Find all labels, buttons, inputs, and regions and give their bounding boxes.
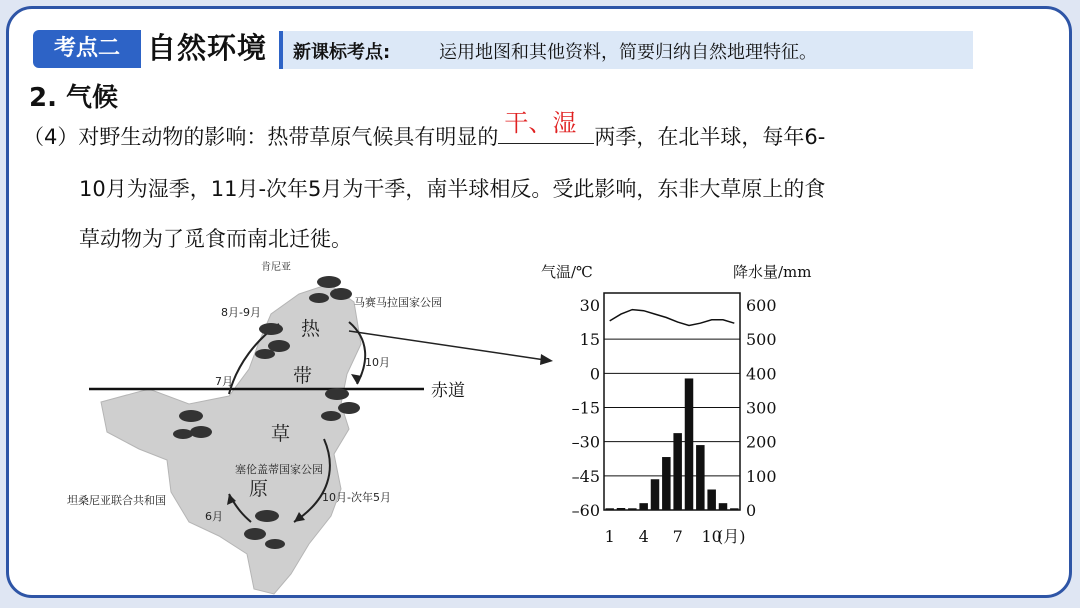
precipitation-tick-label: 300 [746, 398, 777, 418]
grid-lines [604, 339, 740, 476]
precipitation-tick-label: 200 [746, 432, 777, 452]
temperature-ticks [572, 296, 600, 520]
precipitation-bar [662, 457, 671, 510]
temperature-tick-label: 15 [579, 330, 600, 350]
temperature-line [610, 310, 735, 326]
temperature-tick-label: –30 [571, 432, 600, 452]
paragraph-line-2: 10月为湿季，11月-次年5月为干季，南半球相反。受此影响，东非大草原上的食 [79, 177, 826, 201]
topic-tag [33, 30, 141, 68]
label-cao: 草 [271, 423, 291, 445]
label-dai: 带 [293, 365, 313, 387]
temperature-tick-label: –15 [571, 398, 600, 418]
label-yuan: 原 [249, 478, 269, 500]
curriculum-standard-box [279, 31, 973, 69]
month-tick-label: 1 [604, 527, 615, 546]
topic-tag-label: 考点二 [53, 36, 120, 61]
label-jun: 6月 [205, 510, 223, 523]
precipitation-bar [707, 490, 716, 511]
precipitation-bars [605, 378, 738, 510]
label-kenya: 肯尼亚 [261, 262, 291, 273]
precipitation-tick-label: 0 [746, 501, 757, 520]
precipitation-ticks [746, 296, 777, 520]
precipitation-bar [651, 479, 660, 510]
right-axis-label: 降水量/mm [733, 263, 812, 281]
climate-chart [529, 253, 859, 558]
savanna-region [101, 284, 361, 594]
answer-text: 干、湿 [504, 109, 577, 137]
migration-map [67, 254, 479, 599]
month-tick-label: 7 [672, 527, 683, 546]
answer-blank [498, 109, 594, 144]
left-axis-label: 气温/℃ [541, 263, 593, 281]
label-jul: 7月 [215, 375, 233, 388]
precipitation-bar [696, 445, 705, 510]
precipitation-bar [685, 378, 694, 510]
topic-title: 自然环境 [147, 31, 268, 65]
paragraph-line-1 [23, 109, 826, 151]
precipitation-bar [605, 508, 614, 510]
label-aug-sep: 8月-9月 [221, 306, 261, 319]
precipitation-bar [730, 508, 739, 510]
section-title: 2. 气候 [29, 83, 119, 113]
temperature-tick-label: 30 [579, 296, 600, 315]
month-ticks [605, 527, 722, 546]
paragraph-suffix: 两季，在北半球，每年6- [594, 125, 826, 149]
x-unit: (月) [717, 527, 746, 546]
label-masai-mara: 马赛马拉国家公园 [354, 296, 442, 309]
equator-label: 赤道 [431, 381, 465, 401]
temperature-tick-label: –60 [571, 501, 600, 520]
precipitation-bar [639, 503, 648, 510]
temperature-tick-label: –45 [571, 466, 600, 486]
standard-label: 新课标考点: [293, 42, 391, 63]
precipitation-bar [673, 433, 682, 510]
precipitation-bar [617, 508, 626, 510]
slide-frame [6, 6, 1072, 598]
paragraph-prefix: （4）对野生动物的影响：热带草原气候具有明显的 [23, 125, 499, 149]
label-tanzania: 坦桑尼亚联合共和国 [67, 494, 166, 507]
precipitation-tick-label: 100 [746, 466, 777, 486]
precipitation-tick-label: 600 [746, 296, 777, 315]
label-serengeti: 塞伦盖蒂国家公园 [235, 463, 323, 476]
precipitation-bar [719, 503, 728, 510]
label-nov-may: 10月-次年5月 [322, 491, 391, 504]
precipitation-bar [628, 508, 637, 510]
precipitation-tick-label: 500 [746, 330, 777, 350]
paragraph-line-3: 草动物为了觅食而南北迁徙。 [79, 227, 352, 251]
precipitation-tick-label: 400 [746, 364, 777, 384]
standard-text: 运用地图和其他资料，简要归纳自然地理特征。 [439, 42, 817, 63]
label-oct: 10月 [365, 356, 390, 369]
month-tick-label: 10 [701, 527, 722, 546]
plot-frame [604, 293, 740, 510]
month-tick-label: 4 [638, 527, 649, 546]
temperature-tick-label: 0 [589, 364, 600, 384]
label-re: 热 [301, 318, 321, 340]
